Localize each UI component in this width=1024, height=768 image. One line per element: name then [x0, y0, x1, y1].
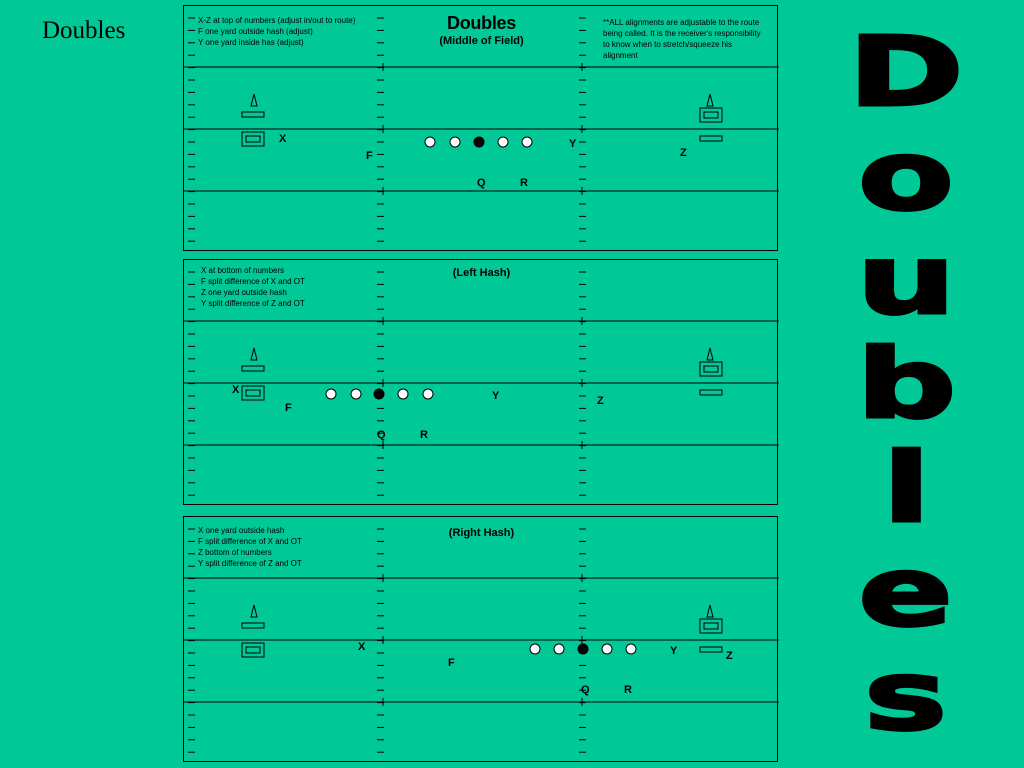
yard-number-0: [700, 619, 722, 633]
yard-number-10-icon: [700, 605, 722, 652]
lineman-icon: [326, 389, 336, 399]
goalpost-icon: [251, 94, 257, 106]
lineman-icon: [530, 644, 540, 654]
goalpost-icon: [251, 605, 257, 617]
player-q: Q: [581, 684, 590, 696]
vertical-title-letter: e: [858, 536, 954, 648]
center-icon: [578, 644, 588, 654]
vertical-title-letter: u: [856, 224, 956, 336]
lineman-icon: [398, 389, 408, 399]
formation-location: (Right Hash): [448, 527, 515, 539]
player-z: Z: [726, 650, 733, 662]
yard-number-10-icon: [700, 94, 722, 141]
formation-name: Doubles: [447, 13, 516, 33]
lineman-icon: [626, 644, 636, 654]
formation-title: [184, 12, 779, 48]
formation-title: [184, 526, 779, 540]
yard-number-1: [700, 647, 722, 652]
player-r: R: [520, 177, 528, 189]
yard-number-0: [242, 643, 264, 657]
player-r: R: [420, 429, 428, 441]
player-x: X: [358, 641, 366, 653]
vertical-title-letter: l: [882, 432, 930, 544]
player-y: Y: [670, 645, 678, 657]
vertical-title-letter: s: [864, 640, 948, 752]
yard-number-0-inner: [246, 390, 260, 396]
formation-title: [184, 266, 779, 280]
lineman-icon: [498, 137, 508, 147]
yard-number-10-icon: [242, 348, 264, 400]
yard-number-10-icon: [242, 94, 264, 146]
yard-number-10-icon: [700, 348, 722, 395]
goalpost-icon: [707, 605, 713, 617]
alignment-notes: X at bottom of numbers F split difference of X and OT Z one yard outside hash Y split difference of Z and OT: [201, 266, 305, 308]
player-z: Z: [597, 395, 604, 407]
lineman-icon: [554, 644, 564, 654]
lineman-icon: [425, 137, 435, 147]
yard-number-1: [242, 366, 264, 371]
goalpost-icon: [707, 94, 713, 106]
yard-number-0: [700, 362, 722, 376]
adjustment-note: **ALL alignments are adjustable to the route being called. It is the receiver's responsibility to know when to stretch/squeeze his alignment: [603, 18, 761, 60]
lineman-icon: [522, 137, 532, 147]
player-y: Y: [569, 138, 577, 150]
yard-number-1: [242, 623, 264, 628]
yard-number-0: [242, 132, 264, 146]
yard-number-0-inner: [704, 112, 718, 118]
player-q: Q: [477, 177, 486, 189]
yard-number-1: [700, 136, 722, 141]
vertical-title-letter: b: [856, 328, 956, 440]
player-f: F: [448, 657, 455, 669]
vertical-title-letter: o: [858, 120, 954, 232]
lineman-icon: [351, 389, 361, 399]
formation-panel-right-hash: [183, 516, 778, 762]
goalpost-icon: [707, 348, 713, 360]
yard-number-10-icon: [242, 605, 264, 657]
yard-number-0-inner: [704, 623, 718, 629]
yard-number-1: [700, 390, 722, 395]
alignment-notes: X one yard outside hash F split difference of X and OT Z bottom of numbers Y split difference of Z and OT: [198, 526, 302, 568]
yard-number-1: [242, 112, 264, 117]
player-x: X: [279, 133, 287, 145]
player-f: F: [285, 402, 292, 414]
formation-location: (Left Hash): [452, 267, 511, 279]
slide-title: Doubles: [42, 17, 126, 44]
yard-number-0-inner: [246, 647, 260, 653]
player-q: Q: [377, 429, 386, 441]
vertical-title: [846, 16, 966, 752]
center-icon: [374, 389, 384, 399]
goalpost-icon: [251, 348, 257, 360]
yard-number-0-inner: [246, 136, 260, 142]
formation-panel-left-hash: [183, 259, 778, 505]
player-r: R: [624, 684, 632, 696]
player-x: X: [232, 384, 240, 396]
vertical-title-letter: D: [848, 16, 964, 128]
formation-panel-middle: [183, 5, 778, 251]
lineman-icon: [602, 644, 612, 654]
player-f: F: [366, 150, 373, 162]
yard-number-0: [242, 386, 264, 400]
lineman-icon: [423, 389, 433, 399]
center-icon: [474, 137, 484, 147]
player-z: Z: [680, 147, 687, 159]
yard-number-0: [700, 108, 722, 122]
player-y: Y: [492, 390, 500, 402]
lineman-icon: [450, 137, 460, 147]
formation-location: (Middle of Field): [439, 35, 524, 47]
yard-number-0-inner: [704, 366, 718, 372]
alignment-notes: X-Z at top of numbers (adjust in/out to route) F one yard outside hash (adjust) Y one yard inside has (adjust): [198, 16, 356, 47]
